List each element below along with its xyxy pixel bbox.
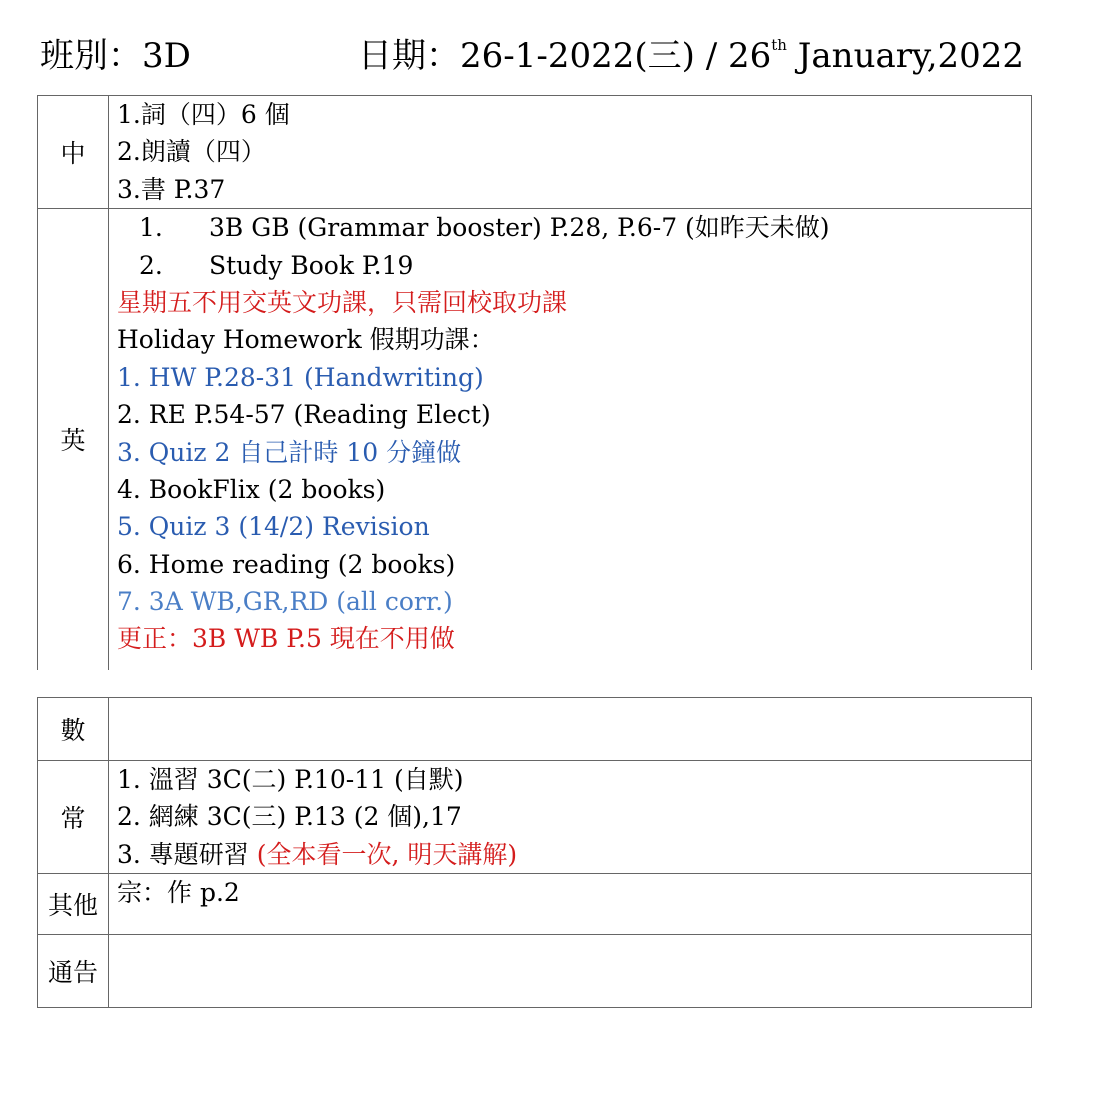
chinese-line: 3.書 P.37 [117,174,226,204]
row-notice [38,935,1032,1008]
subject-others: 其他 [38,874,109,935]
english-notice: 星期五不用交英文功課，只需回校取功課 [117,287,568,317]
date-superscript: th [771,36,787,54]
date-prefix: 日期：26-1-2022(三) / 26 [358,36,772,76]
class-label: 班別：3D [40,36,191,76]
holiday-item: 5. Quiz 3 (14/2) Revision [117,512,430,542]
general-item: 1. 溫習 3C(二) P.10-11 (自默) [117,765,464,794]
homework-table-top [37,95,1032,670]
english-item: 1. 3B GB (Grammar booster) P.28, P.6-7 (如昨天未做) [139,213,830,243]
date-label [358,28,1024,77]
holiday-title: Holiday Homework 假期功課： [117,325,495,355]
date-suffix: January,2022 [786,36,1025,76]
holiday-item: 3. Quiz 2 自己計時 10 分鐘做 [117,437,462,467]
english-correction: 更正：3B WB P.5 現在不用做 [117,624,455,654]
row-chinese [38,96,1032,209]
notice-content [109,935,1032,1008]
general-content [109,761,1032,874]
holiday-item: 4. BookFlix (2 books) [117,474,386,504]
holiday-item: 2. RE P.54-57 (Reading Elect) [117,400,491,430]
general-item: 2. 網練 3C(三) P.13 (2 個),17 [117,802,462,832]
subject-notice: 通告 [38,935,109,1008]
subject-english: 英 [38,209,109,670]
english-content [109,209,1032,670]
row-english [38,209,1032,670]
chinese-content [109,96,1032,209]
english-item: 2. Study Book P.19 [139,250,414,280]
homework-table-bottom [37,697,1032,1008]
subject-math: 數 [38,698,109,761]
row-general [38,761,1032,874]
chinese-line: 2.朗讀（四） [117,137,266,167]
chinese-line: 1.詞（四）6 個 [117,100,290,129]
row-others [38,874,1032,935]
holiday-item: 1. HW P.28-31 (Handwriting) [117,362,484,392]
subject-general: 常 [38,761,109,874]
others-content [109,874,1032,935]
others-line: 宗：作 p.2 [117,878,240,908]
row-math [38,698,1032,761]
subject-chinese: 中 [38,96,109,209]
holiday-item: 6. Home reading (2 books) [117,549,456,579]
holiday-item: 7. 3A WB,GR,RD (all corr.) [117,587,453,617]
general-item: 3. 專題研習 (全本看一次, 明天講解) [117,839,518,869]
math-content [109,698,1032,761]
